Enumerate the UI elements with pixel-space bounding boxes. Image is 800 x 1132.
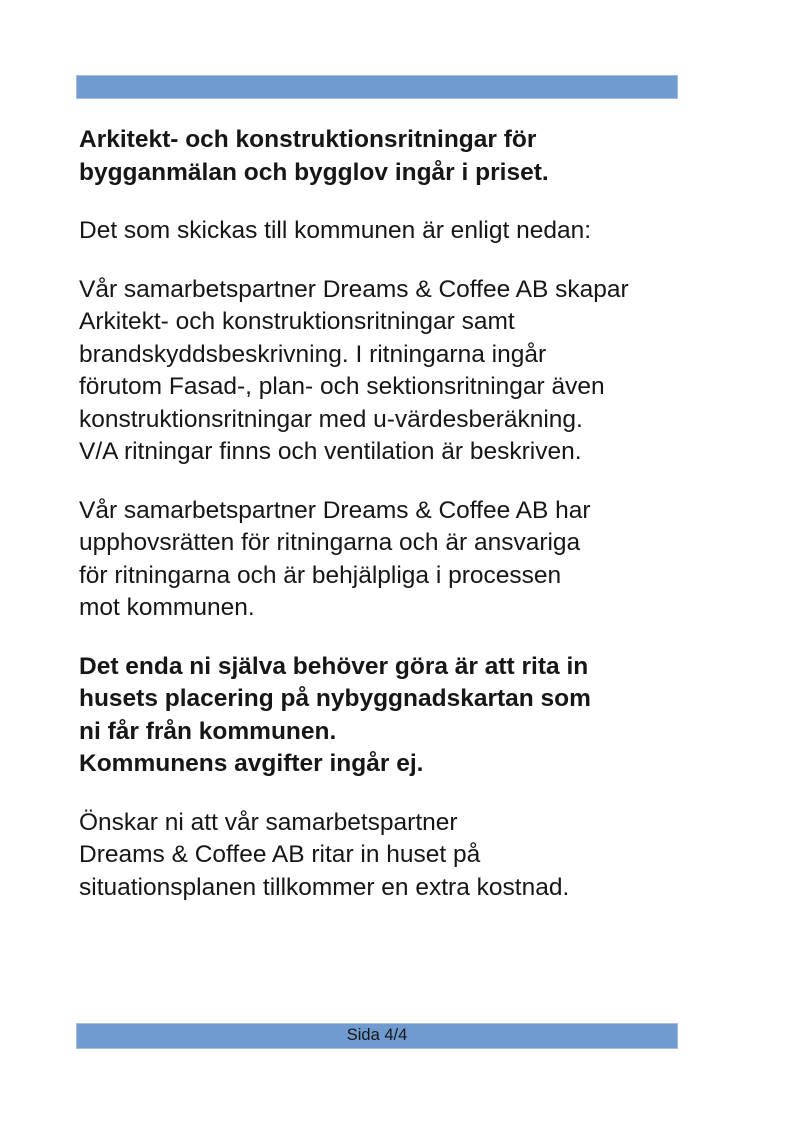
document-body <box>79 124 719 930</box>
paragraph-line: förutom Fasad-, plan- och sektionsritningar även <box>79 373 605 400</box>
paragraph-line: Vår samarbetspartner Dreams & Coffee AB har <box>79 496 591 524</box>
paragraph-line: Vår samarbetspartner Dreams & Coffee AB skapar <box>79 275 629 303</box>
paragraph-line: upphovsrätten för ritningarna och är ansvariga <box>79 529 581 556</box>
footer-bar <box>76 1023 678 1049</box>
paragraph-line: konstruktionsritningar med u-värdesberäkning. <box>79 405 583 433</box>
paragraph-line: V/A ritningar finns och ventilation är beskriven. <box>79 438 582 465</box>
heading-line: Arkitekt- och konstruktionsritningar för <box>79 126 537 153</box>
paragraph-customer-task <box>79 651 719 781</box>
paragraph-line: situationsplanen tillkommer en extra kostnad. <box>79 873 570 901</box>
paragraph-line: Arkitekt- och konstruktionsritningar samt <box>79 308 515 335</box>
paragraph-intro <box>79 215 719 248</box>
paragraph-line: Det som skickas till kommunen är enligt nedan: <box>79 217 591 244</box>
paragraph-drawings-scope <box>79 274 719 469</box>
paragraph-line: Dreams & Coffee AB ritar in huset på <box>79 841 481 868</box>
paragraph-extra-cost <box>79 807 719 905</box>
top-accent-bar <box>76 75 678 99</box>
paragraph-line: brandskyddsbeskrivning. I ritningarna ingår <box>79 340 547 368</box>
paragraph-line: mot kommunen. <box>79 594 255 621</box>
paragraph-line: för ritningarna och är behjälpliga i processen <box>79 561 562 589</box>
paragraph-line: Önskar ni att vår samarbetspartner <box>79 808 458 836</box>
document-heading <box>79 124 719 189</box>
paragraph-line: Det enda ni själva behöver göra är att rita in <box>79 652 589 680</box>
paragraph-line: Kommunens avgifter ingår ej. <box>79 750 424 777</box>
heading-line: bygganmälan och bygglov ingår i priset. <box>79 158 549 186</box>
paragraph-line: ni får från kommunen. <box>79 717 337 745</box>
paragraph-copyright <box>79 495 719 625</box>
page-number-label: Sida 4/4 <box>346 1026 408 1045</box>
paragraph-line: husets placering på nybyggnadskartan som <box>79 685 591 712</box>
